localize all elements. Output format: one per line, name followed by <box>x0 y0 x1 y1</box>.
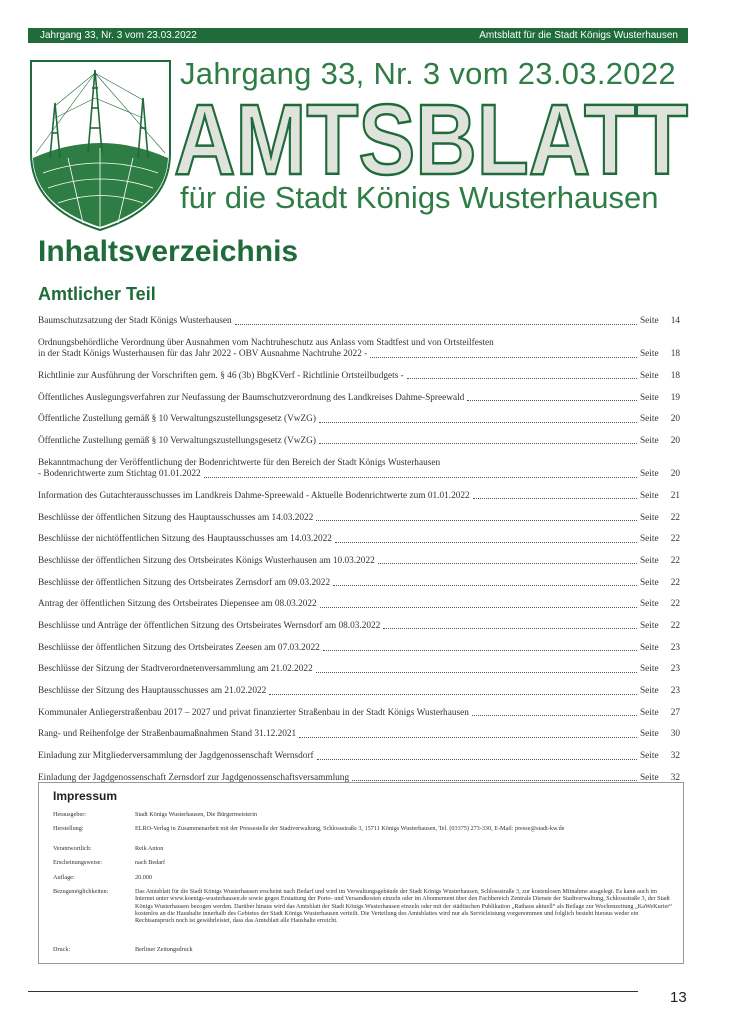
toc-entry <box>38 338 680 361</box>
toc-entry <box>38 371 680 383</box>
svg-text:AMTSBLATT: AMTSBLATT <box>174 90 688 182</box>
toc-entry <box>38 578 680 590</box>
impressum-key: Verantwortlich: <box>53 845 92 852</box>
toc-leader-dots <box>319 443 637 444</box>
toc-seite-label: Seite <box>640 751 659 762</box>
section-heading: Amtlicher Teil <box>38 284 156 304</box>
toc-entry-title: Beschlüsse der öffentlichen Sitzung des Ortsbeirates Zernsdorf am 09.03.2022 <box>38 577 331 588</box>
toc-page-number: 14 <box>670 316 680 326</box>
toc-leader-dots <box>299 737 637 738</box>
masthead-title <box>172 90 692 182</box>
toc-leader-dots <box>235 324 637 325</box>
toc-leader-dots <box>472 715 637 716</box>
header-publication: Amtsblatt für die Stadt Königs Wusterhausen <box>479 30 678 41</box>
toc-leader-dots <box>269 694 637 695</box>
toc-page-number: 23 <box>670 664 680 675</box>
toc-seite-label: Seite <box>640 349 659 360</box>
toc-seite-label: Seite <box>640 642 659 653</box>
toc-entry <box>38 534 680 546</box>
toc-entry <box>38 513 680 525</box>
toc-leader-dots <box>407 378 637 379</box>
impressum-value: Berliner Zeitungsdruck <box>135 946 193 953</box>
toc-entry-title: Beschlüsse der nichtöffentlichen Sitzung des Hauptausschusses am 14.03.2022 <box>38 534 332 545</box>
toc-leader-dots <box>320 607 637 608</box>
toc-seite-label: Seite <box>640 316 659 326</box>
toc-entry <box>38 414 680 426</box>
toc-leader-dots <box>319 422 637 423</box>
impressum-key: Bezugsmöglichkeiten: <box>53 888 109 895</box>
toc-entry <box>38 316 680 328</box>
toc-seite-label: Seite <box>640 664 659 675</box>
toc-entry-title: in der Stadt Königs Wusterhausen für das Jahr 2022 - OBV Ausnahme Nachtruhe 2022 - <box>38 349 368 360</box>
toc-page-number: 22 <box>670 577 680 588</box>
toc-page-number: 23 <box>670 686 680 696</box>
toc-entry <box>38 621 680 633</box>
toc-entry-title: Ordnungsbehördliche Verordnung über Ausnahmen vom Nachtruheschutz aus Anlass vom Stadtfest und von Ortsteilfesten <box>38 337 494 348</box>
toc-entry <box>38 436 680 448</box>
toc-leader-dots <box>383 628 637 629</box>
impressum-key: Herstellung: <box>53 825 84 832</box>
toc-entry-title: Richtlinie zur Ausführung der Vorschriften gem. § 46 (3b) BbgKVerf - Richtlinie Ortsteilbudgets - <box>38 370 404 381</box>
impressum-value: 20.000 <box>135 874 153 881</box>
toc-entry <box>38 729 680 741</box>
impressum-value: Reik Anton <box>135 845 164 852</box>
toc-entry <box>38 393 680 405</box>
toc-seite-label: Seite <box>640 620 659 631</box>
toc-seite-label: Seite <box>640 469 659 480</box>
impressum-title: Impressum <box>53 789 118 803</box>
toc-entry-title: Antrag der öffentlichen Sitzung des Ortsbeirates Diepensee am 08.03.2022 <box>38 599 317 610</box>
footer-rule <box>28 991 638 992</box>
toc-leader-dots <box>333 585 637 586</box>
toc-entry-title: Beschlüsse der öffentlichen Sitzung des Hauptausschusses am 14.03.2022 <box>38 512 314 523</box>
toc-page-number: 21 <box>670 490 680 501</box>
issue-line: Jahrgang 33, Nr. 3 vom 23.03.2022 <box>180 56 676 91</box>
header-bar <box>28 28 688 43</box>
toc-entry-title: Öffentliches Auslegungsverfahren zur Neufassung der Baumschutzverordnung des Landkreises Dahme-Spreewald <box>38 392 465 403</box>
toc-seite-label: Seite <box>640 686 659 696</box>
table-of-contents <box>38 316 680 794</box>
toc-page-number: 23 <box>670 642 680 653</box>
toc-page-number: 22 <box>670 620 680 631</box>
toc-entry-title: Rang- und Reihenfolge der Straßenbaumaßnahmen Stand 31.12.2021 <box>38 729 297 740</box>
toc-page-number: 20 <box>670 469 680 480</box>
toc-leader-dots <box>316 520 637 521</box>
toc-seite-label: Seite <box>640 555 659 566</box>
toc-leader-dots <box>370 357 637 358</box>
toc-seite-label: Seite <box>640 435 659 446</box>
toc-page-number: 22 <box>670 534 680 545</box>
toc-page-number: 32 <box>670 751 680 762</box>
toc-leader-dots <box>316 672 637 673</box>
toc-page-number: 22 <box>670 599 680 610</box>
toc-page-number: 20 <box>670 414 680 425</box>
toc-entry-title: Öffentliche Zustellung gemäß § 10 Verwaltungszustellungsgesetz (VwZG) <box>38 435 316 446</box>
toc-page-number: 22 <box>670 512 680 523</box>
toc-page-number: 32 <box>670 772 680 783</box>
toc-seite-label: Seite <box>640 534 659 545</box>
toc-leader-dots <box>204 477 637 478</box>
impressum-value: ELRO-Verlag in Zusammenarbeit mit der Pressestelle der Stadtverwaltung, Schlossstraße 3, 15711 Königs Wusterhausen, Tel. (03375) 273-330, E-Mail: presse@stadt-kw.de <box>135 825 565 832</box>
toc-entry-title: Bekanntmachung der Veröffentlichung der Bodenrichtwerte für den Bereich der Stadt Königs Wusterhausen <box>38 457 441 468</box>
impressum-box <box>38 782 684 964</box>
toc-entry <box>38 708 680 720</box>
toc-entry-title: Beschlüsse der Sitzung des Hauptausschusses am 21.02.2022 <box>38 686 267 696</box>
toc-entry-title: Beschlüsse der Sitzung der Stadtverordnetenversammlung am 21.02.2022 <box>38 664 313 675</box>
toc-entry-title: Beschlüsse der öffentlichen Sitzung des Ortsbeirates Königs Wusterhausen am 10.03.2022 <box>38 555 375 566</box>
toc-entry-title: Öffentliche Zustellung gemäß § 10 Verwaltungszustellungsgesetz (VwZG) <box>38 414 316 425</box>
toc-entry <box>38 643 680 655</box>
toc-seite-label: Seite <box>640 512 659 523</box>
toc-entry <box>38 599 680 611</box>
toc-seite-label: Seite <box>640 707 659 718</box>
impressum-key: Erscheinungsweise: <box>53 859 103 866</box>
header-issue: Jahrgang 33, Nr. 3 vom 23.03.2022 <box>40 30 197 41</box>
toc-leader-dots <box>317 759 637 760</box>
toc-leader-dots <box>467 400 637 401</box>
toc-seite-label: Seite <box>640 490 659 501</box>
toc-entry-title: Beschlüsse und Anträge der öffentlichen Sitzung des Ortsbeirates Wernsdorf am 08.03.2022 <box>38 620 381 631</box>
impressum-value: nach Bedarf <box>135 859 166 866</box>
toc-leader-dots <box>323 650 637 651</box>
impressum-key: Auflage: <box>53 874 75 881</box>
toc-leader-dots <box>473 498 637 499</box>
toc-entry <box>38 556 680 568</box>
toc-entry <box>38 491 680 503</box>
impressum-key: Herausgeber: <box>53 811 86 818</box>
toc-page-number: 22 <box>670 555 680 566</box>
page-number: 13 <box>670 989 687 1006</box>
toc-leader-dots <box>335 542 637 543</box>
toc-entry <box>38 751 680 763</box>
impressum-value: Stadt Königs Wusterhausen, Die Bürgermeisterin <box>135 811 258 818</box>
toc-entry <box>38 664 680 676</box>
impressum-value: Das Amtsblatt für die Stadt Königs Wusterhausen erscheint nach Bedarf und wird im Verwaltungsgebäude der Stadt Königs Wusterhausen, Schlossstraße 3, zur kostenlosen Mitnahme ausgelegt. Es kann auch im Internet unter www.koenigs-wusterhausen.de sowie gegen Erstattung der Porto- und Versandkosten einzeln oder im Abonnement über den Fachbereich Zentrale Dienste der Stadtverwaltung, Schlossstraße 3, der Stadt Königs Wusterhausen bezogen werden. Darüber hinaus wird das Amtsblatt der Stadt Königs Wusterhausen einzeln oder mit der städtischen Publikation „Rathaus aktuell“ als Beilage zur Wochenzeitung „KaWeKurier“ kostenlos an die Haushalte innerhalb des Gebietes der Stadt Königs Wusterhausen verteilt. Die Verteilung des Amtsblattes wird nur als Servicleistung vorgenommen und folglich besteht hieraus weder ein Rechtsanspruch noch ist gewährleistet, dass das Amtsblatt alle Haushalte erreicht. <box>135 888 673 925</box>
toc-seite-label: Seite <box>640 370 659 381</box>
toc-page-number: 19 <box>670 392 680 403</box>
toc-entry <box>38 458 680 481</box>
toc-entry-title: Baumschutzsatzung der Stadt Königs Wusterhausen <box>38 316 232 326</box>
toc-seite-label: Seite <box>640 729 659 740</box>
toc-entry-title: Information des Gutachterausschusses im Landkreis Dahme-Spreewald - Aktuelle Bodenrichtwerte zum 01.01.2022 <box>38 490 470 501</box>
toc-seite-label: Seite <box>640 772 659 783</box>
toc-entry-title: Beschlüsse der öffentlichen Sitzung des Ortsbeirates Zeesen am 07.03.2022 <box>38 642 320 653</box>
toc-entry-title: Kommunaler Anliegerstraßenbau 2017 – 2027 und privat finanzierter Straßenbau in der Stadt Königs Wusterhausen <box>38 707 469 718</box>
toc-page-number: 30 <box>670 729 680 740</box>
toc-seite-label: Seite <box>640 577 659 588</box>
toc-entry <box>38 686 680 698</box>
toc-page-number: 18 <box>670 370 680 381</box>
toc-page-number: 27 <box>670 707 680 718</box>
toc-entry-title: - Bodenrichtwerte zum Stichtag 01.01.2022 <box>38 469 201 480</box>
coat-of-arms-icon <box>28 58 173 233</box>
impressum-key: Druck: <box>53 946 71 953</box>
masthead-subtitle: für die Stadt Königs Wusterhausen <box>180 180 659 215</box>
toc-page-number: 20 <box>670 435 680 446</box>
toc-entry-title: Einladung der Jagdgenossenschaft Zernsdorf zur Jagdgenossenschaftsversammlung <box>38 772 350 783</box>
toc-page-number: 18 <box>670 349 680 360</box>
toc-seite-label: Seite <box>640 599 659 610</box>
toc-seite-label: Seite <box>640 392 659 403</box>
toc-entry-title: Einladung zur Mitgliederversammlung der Jagdgenossenschaft Wernsdorf <box>38 751 314 762</box>
page-title: Inhaltsverzeichnis <box>38 235 299 268</box>
toc-seite-label: Seite <box>640 414 659 425</box>
toc-leader-dots <box>378 563 637 564</box>
